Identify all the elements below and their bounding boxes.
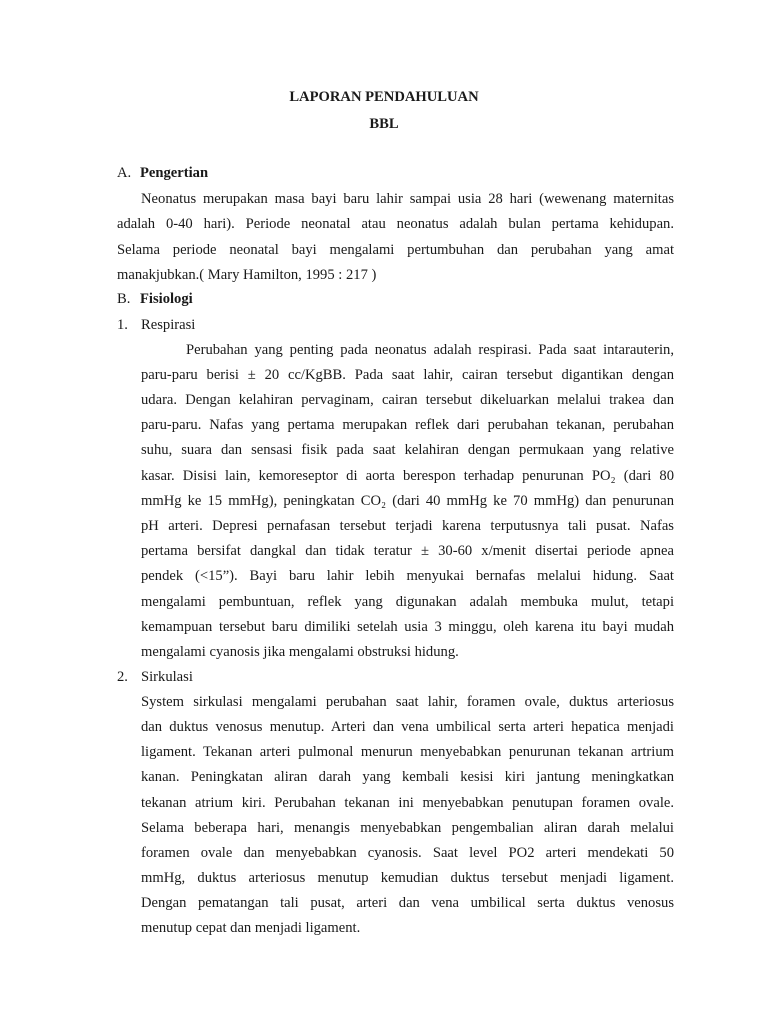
item-1-line: mmHg ke 15 mmHg), peningkatan CO₂ (dari 40 mmHg ke 70 mmHg) dan penurunan (141, 493, 674, 509)
item-2-line: menutup cepat dan menjadi ligament. (141, 920, 361, 936)
item-1-line: kemampuan tersebut baru dimiliki setelah usia 3 minggu, oleh karena itu bayi mudah (141, 619, 674, 635)
item-1-line: paru-paru berisi ± 20 cc/KgBB. Pada saat lahir, cairan tersebut digantikan dengan (141, 367, 674, 383)
item-2-line: System sirkulasi mengalami perubahan saat lahir, foramen ovale, duktus arteriosus (141, 694, 674, 710)
item-1-line: pendek (<15”). Bayi baru lahir lebih menyukai bernafas melalui hidung. Saat (141, 568, 674, 584)
item-2-line: foramen ovale dan menyebabkan cyanosis. Saat level PO2 arteri mendekati 50 (141, 845, 674, 861)
item-2-line: mmHg, duktus arteriosus menutup kemudian duktus tersebut menjadi ligament. (141, 870, 674, 886)
item-2-line: Dengan pematangan tali pusat, arteri dan vena umbilical serta duktus venosus (141, 895, 674, 911)
item-1-line: paru-paru. Nafas yang pertama merupakan reflek dari perubahan tekanan, perubahan (141, 417, 674, 433)
section-b-heading: Fisiologi (140, 291, 193, 307)
section-a-line: Selama periode neonatal bayi mengalami pertumbuhan dan perubahan yang amat (117, 242, 674, 258)
section-b-marker: B. (117, 291, 131, 307)
item-2-line: dan duktus venosus menutup. Arteri dan vena umbilical serta arteri hepatica menjadi (141, 719, 674, 735)
section-a-line: manakjubkan.( Mary Hamilton, 1995 : 217 ) (117, 267, 377, 283)
item-2-number: 2. (117, 669, 128, 685)
section-a-marker: A. (117, 165, 132, 181)
item-1-line: suhu, suara dan sensasi fisik pada saat kelahiran dengan permukaan yang relative (141, 442, 674, 458)
item-2-line: ligament. Tekanan arteri pulmonal menurun menyebabkan penurunan tekanan artrium (141, 744, 674, 760)
item-2-line: Selama beberapa hari, menangis menyebabkan pengembalian aliran darah melalui (141, 820, 674, 836)
item-1-line: mengalami cyanosis jika mengalami obstruksi hidung. (141, 644, 459, 660)
document-title: LAPORAN PENDAHULUAN (289, 89, 479, 105)
item-2-heading: Sirkulasi (141, 669, 193, 685)
item-1-line: pertama bersifat dangkal dan tidak teratur ± 30-60 x/menit disertai periode apnea (141, 543, 674, 559)
item-2-line: tekanan atrium kiri. Perubahan tekanan ini menyebabkan penutupan foramen ovale. (141, 795, 674, 811)
item-1-heading: Respirasi (141, 317, 196, 333)
item-1-line: udara. Dengan kelahiran pervaginam, cairan tersebut dikeluarkan melalui trakea dan (141, 392, 674, 408)
section-a-line: adalah 0-40 hari). Periode neonatal atau neonatus adalah bulan pertama kehidupan. (117, 216, 674, 232)
document-subtitle: BBL (369, 116, 399, 132)
item-1-line: pH arteri. Depresi pernafasan tersebut terjadi karena terputusnya tali pusat. Nafas (141, 518, 674, 534)
item-1-line: mengalami pembuntuan, reflek yang digunakan adalah membuka mulut, tetapi (141, 594, 674, 610)
item-1-line: kasar. Disisi lain, kemoreseptor di aorta berespon terhadap penurunan PO₂ (dari 80 (141, 468, 674, 484)
item-2-line: kanan. Peningkatan aliran darah yang kembali kesisi kiri jantung meningkatkan (141, 769, 674, 785)
section-a-line: Neonatus merupakan masa bayi baru lahir sampai usia 28 hari (wewenang maternitas (141, 191, 674, 207)
item-1-number: 1. (117, 317, 128, 333)
item-1-line: Perubahan yang penting pada neonatus adalah respirasi. Pada saat intarauterin, (186, 342, 674, 358)
section-a-heading: Pengertian (140, 165, 209, 181)
